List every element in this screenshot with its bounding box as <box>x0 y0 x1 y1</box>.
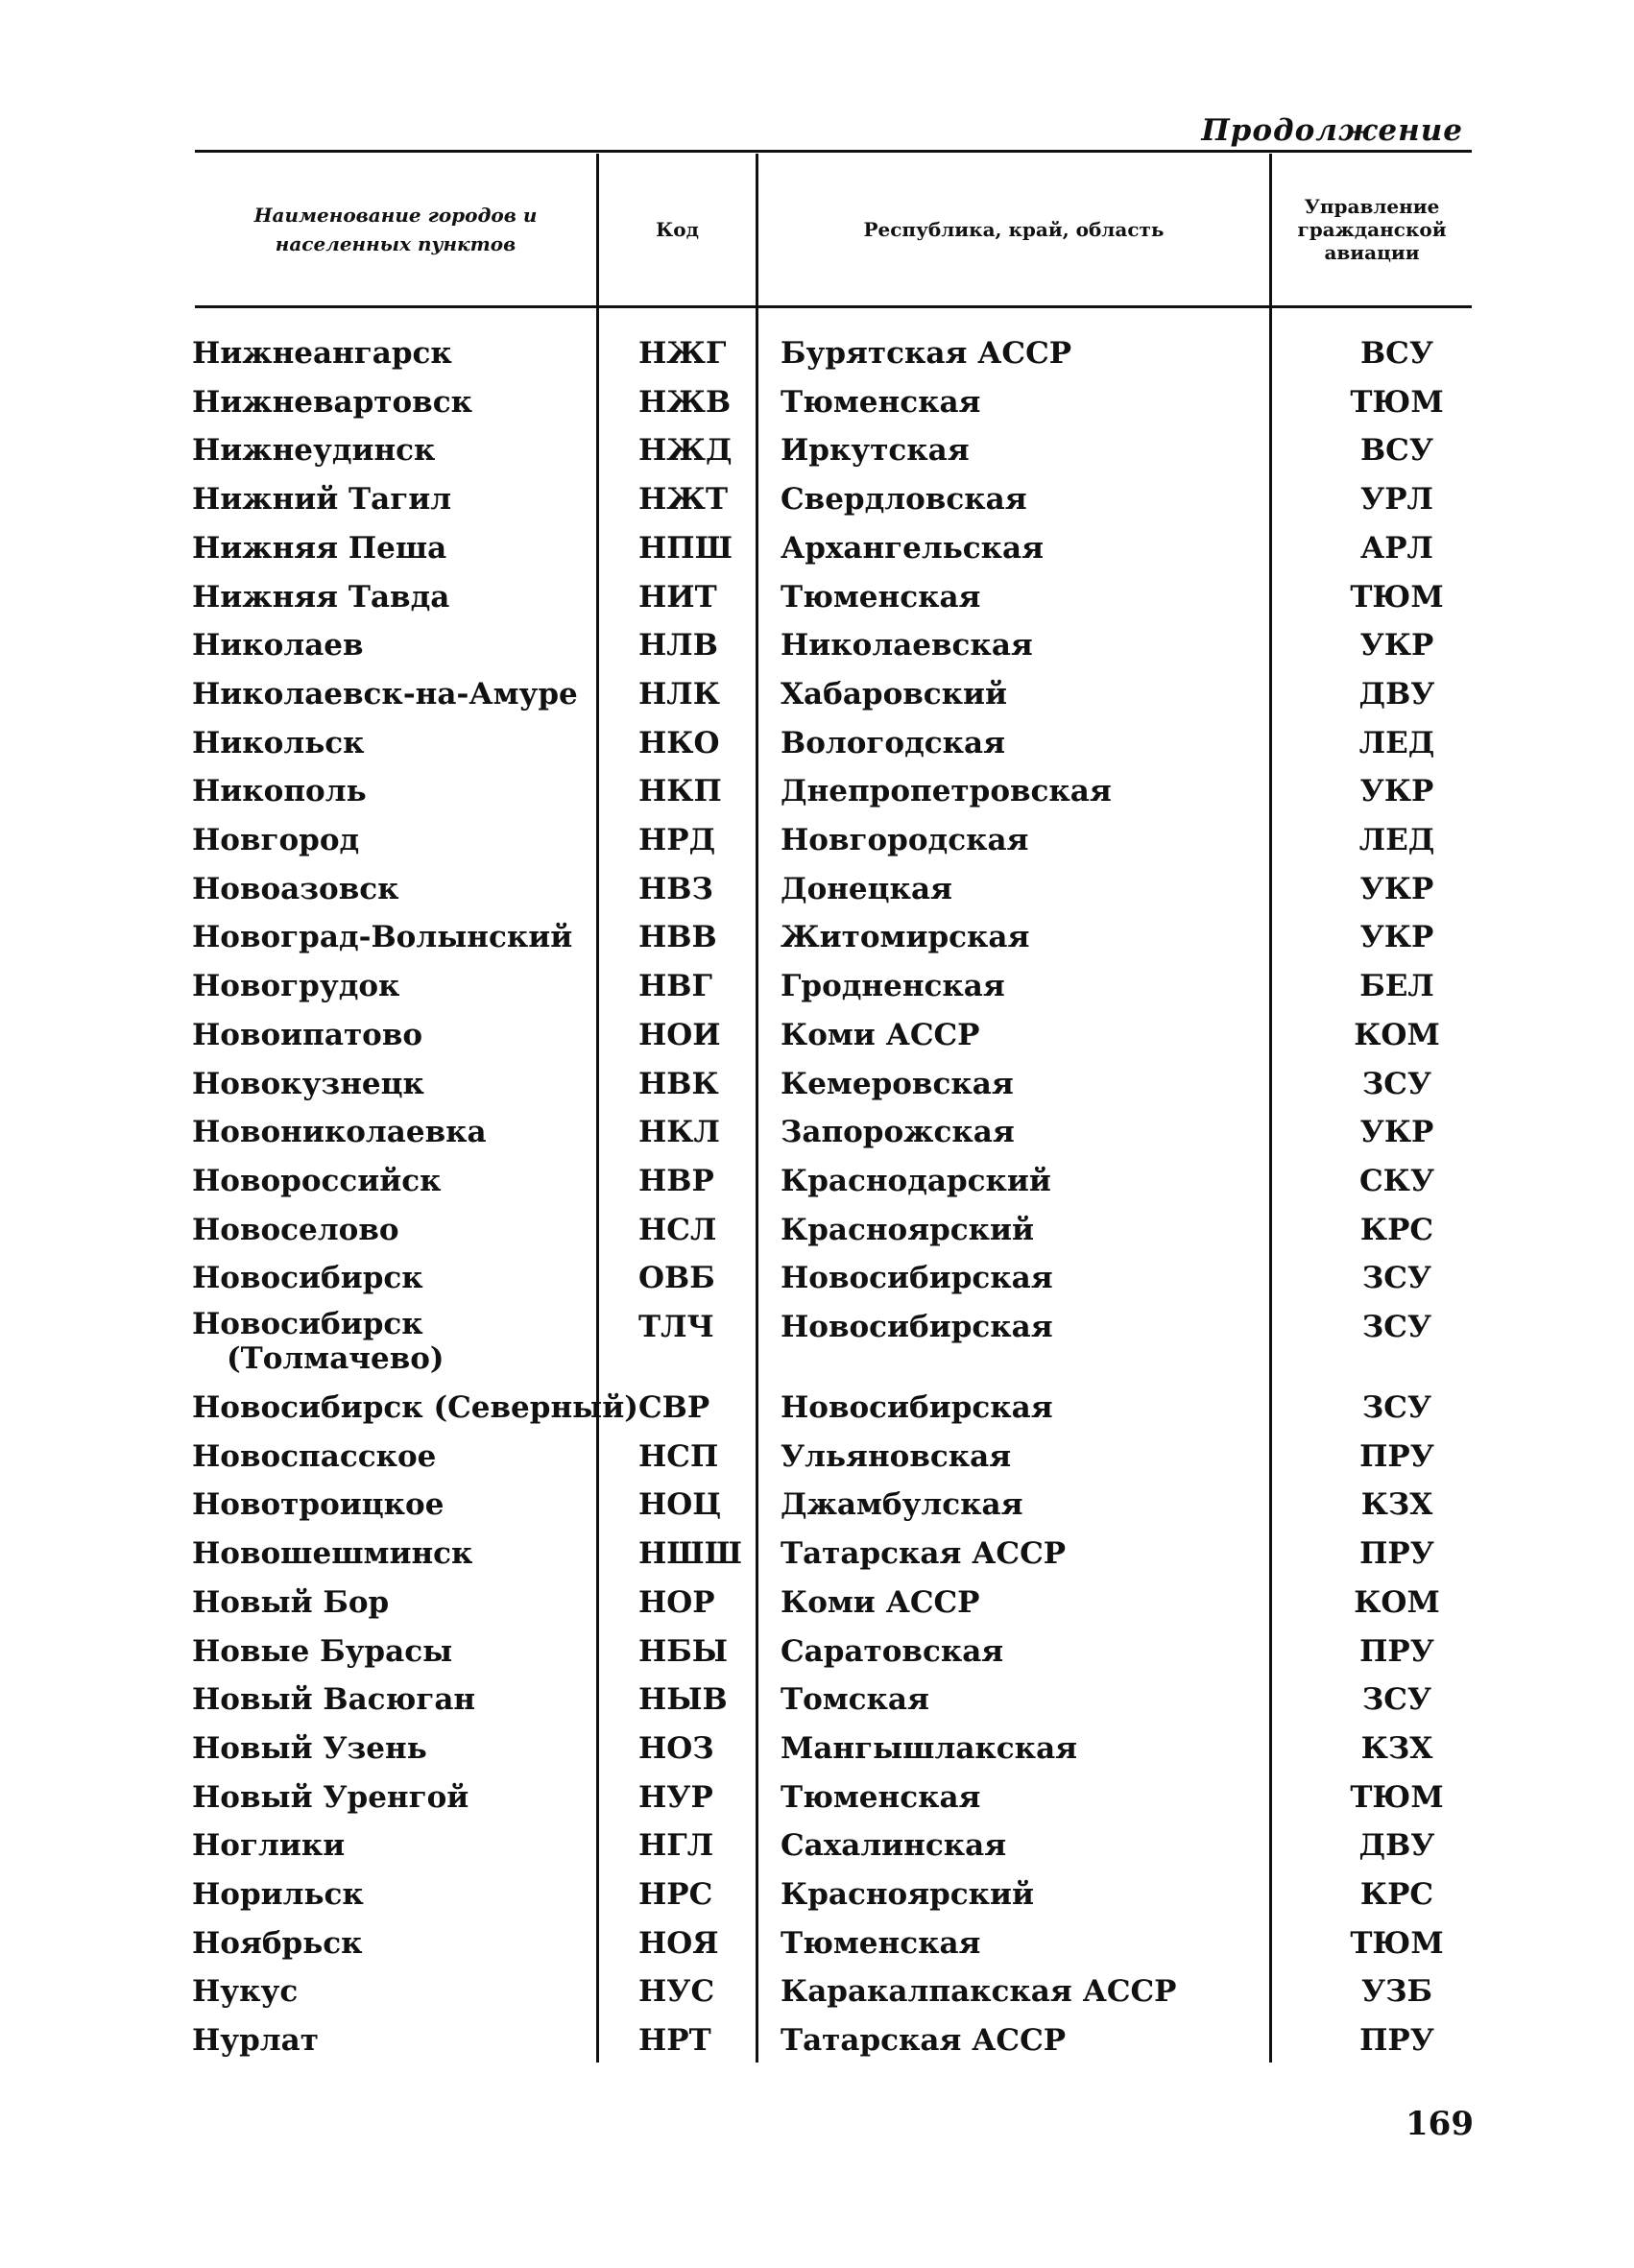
row-code: НРД <box>638 823 716 857</box>
row-region: Джамбулская <box>781 1487 1023 1522</box>
table-row <box>0 1874 1634 1922</box>
row-region: Бурятская АССР <box>781 336 1072 371</box>
row-authority: УКР <box>1359 774 1434 808</box>
row-code: НОР <box>638 1585 715 1620</box>
row-authority: ЗСУ <box>1361 1390 1432 1425</box>
row-name: Новошешминск <box>192 1536 473 1571</box>
row-name: Новый Бор <box>192 1585 390 1620</box>
row-region: Сахалинская <box>781 1828 1007 1863</box>
row-authority: ЗСУ <box>1361 1067 1432 1101</box>
table-header-rule <box>195 305 1472 308</box>
table-row <box>0 1015 1634 1063</box>
row-authority: УКР <box>1359 920 1434 954</box>
row-authority: ДВУ <box>1358 1828 1435 1863</box>
row-region: Запорожская <box>781 1115 1015 1149</box>
row-region: Коми АССР <box>781 1018 980 1052</box>
table-row <box>0 2020 1634 2068</box>
row-name: Новокузнецк <box>192 1067 424 1101</box>
table-row <box>0 1533 1634 1581</box>
row-region: Николаевская <box>781 628 1033 663</box>
table-row <box>0 1112 1634 1160</box>
header-name: Наименование городов и населенных пунктов <box>253 204 538 255</box>
row-code: НЛК <box>638 677 720 712</box>
row-authority: УКР <box>1359 872 1434 906</box>
table-row <box>0 577 1634 625</box>
table-row <box>0 1484 1634 1532</box>
row-region: Тюменская <box>781 385 981 420</box>
row-region: Гродненская <box>781 969 1005 1003</box>
row-code: НОИ <box>638 1018 721 1052</box>
row-name: Новоипатово <box>192 1018 423 1052</box>
header-authority: Управление гражданской авиации <box>1297 195 1447 264</box>
row-name: Ноябрьск <box>192 1926 363 1961</box>
row-code: ТЛЧ <box>638 1310 714 1344</box>
row-authority: ДВУ <box>1358 677 1435 712</box>
row-name: Новосибирск <box>192 1261 423 1295</box>
row-authority: КРС <box>1359 1213 1434 1247</box>
row-region: Каракалпакская АССР <box>781 1974 1177 2009</box>
row-authority: ТЮМ <box>1350 580 1444 615</box>
row-code: НОЯ <box>638 1926 719 1961</box>
table-row <box>0 723 1634 771</box>
table-row <box>0 625 1634 673</box>
row-region: Красноярский <box>781 1877 1035 1912</box>
row-code: НГЛ <box>638 1828 714 1863</box>
page-number: 169 <box>1406 2105 1474 2143</box>
row-code: НЖТ <box>638 482 729 517</box>
table-row <box>0 1631 1634 1679</box>
row-name: Никополь <box>192 774 367 808</box>
row-authority: УЗБ <box>1360 1974 1432 2009</box>
row-code: НЖГ <box>638 336 727 371</box>
row-authority: УКР <box>1359 1115 1434 1149</box>
table-row <box>0 430 1634 478</box>
row-authority: БЕЛ <box>1359 969 1434 1003</box>
row-code: НОЗ <box>638 1731 714 1766</box>
table-row <box>0 333 1634 381</box>
row-region: Тюменская <box>781 1780 981 1815</box>
row-authority: КОМ <box>1354 1585 1440 1620</box>
row-region: Архангельская <box>781 531 1045 566</box>
row-authority: ПРУ <box>1359 1536 1434 1571</box>
row-region: Вологодская <box>781 726 1005 760</box>
table-row <box>0 1971 1634 2019</box>
header-code: Код <box>656 218 699 241</box>
row-name: Новые Бурасы <box>192 1634 453 1669</box>
row-code: НОЦ <box>638 1487 722 1522</box>
row-code: СВР <box>638 1390 710 1425</box>
row-name: Новониколаевка <box>192 1115 487 1149</box>
row-region: Ульяновская <box>781 1439 1012 1474</box>
row-authority: ПРУ <box>1359 2023 1434 2058</box>
row-name: Новогрудок <box>192 969 400 1003</box>
row-region: Донецкая <box>781 872 952 906</box>
table-row <box>0 1436 1634 1484</box>
row-name: Новый Узень <box>192 1731 427 1766</box>
row-region: Свердловская <box>781 482 1027 517</box>
row-name: Нукус <box>192 1974 299 2009</box>
row-name: Новоспасское <box>192 1439 437 1474</box>
table-row <box>0 1307 1634 1376</box>
row-region: Новгородская <box>781 823 1029 857</box>
row-name-line1: Новосибирск <box>192 1307 423 1341</box>
row-name: Новосибирск (Северный) <box>192 1390 638 1425</box>
row-authority: ВСУ <box>1359 336 1434 371</box>
row-region: Тюменская <box>781 580 981 615</box>
row-region: Новосибирская <box>781 1261 1053 1295</box>
row-name: Николаев <box>192 628 364 663</box>
row-authority: УКР <box>1359 628 1434 663</box>
table-top-rule <box>195 150 1472 153</box>
row-authority: КЗХ <box>1360 1487 1433 1522</box>
row-code: НВВ <box>638 920 717 954</box>
row-code: НКЛ <box>638 1115 720 1149</box>
row-region: Новосибирская <box>781 1390 1053 1425</box>
row-name: Новоград-Волынский <box>192 920 573 954</box>
row-code: НВЗ <box>638 872 713 906</box>
row-name: Новый Уренгой <box>192 1780 469 1815</box>
row-authority: АРЛ <box>1360 531 1433 566</box>
row-authority: УРЛ <box>1360 482 1433 517</box>
row-region: Томская <box>781 1682 929 1717</box>
row-name: Нурлат <box>192 2023 319 2058</box>
row-code: НВГ <box>638 969 712 1003</box>
row-code: НПШ <box>638 531 733 566</box>
table-row <box>0 1387 1634 1436</box>
table-row <box>0 771 1634 819</box>
row-region: Кемеровская <box>781 1067 1014 1101</box>
row-authority: ЛЕД <box>1358 823 1435 857</box>
row-region: Тюменская <box>781 1926 981 1961</box>
row-name: Нижнеудинск <box>192 433 436 468</box>
row-region: Днепропетровская <box>781 774 1112 808</box>
row-name: Ноглики <box>192 1828 346 1863</box>
row-authority: ПРУ <box>1359 1439 1434 1474</box>
row-region: Коми АССР <box>781 1585 980 1620</box>
table-row <box>0 917 1634 965</box>
row-code: НИТ <box>638 580 717 615</box>
row-code: НРТ <box>638 2023 711 2058</box>
row-code: НВК <box>638 1067 719 1101</box>
row-code: НРС <box>638 1877 713 1912</box>
row-region: Житомирская <box>781 920 1030 954</box>
table-row <box>0 1923 1634 1971</box>
row-name: Новоазовск <box>192 872 399 906</box>
row-name: Норильск <box>192 1877 364 1912</box>
row-authority: СКУ <box>1358 1164 1435 1198</box>
row-region: Новосибирская <box>781 1310 1053 1344</box>
table-row <box>0 1777 1634 1825</box>
row-authority: ВСУ <box>1359 433 1434 468</box>
row-code: НУР <box>638 1780 713 1815</box>
row-authority: ЛЕД <box>1358 726 1435 760</box>
row-name <box>192 1307 445 1376</box>
row-authority: ЗСУ <box>1361 1261 1432 1295</box>
row-code: НКО <box>638 726 720 760</box>
row-code: НСЛ <box>638 1213 717 1247</box>
row-region: Красноярский <box>781 1213 1035 1247</box>
row-name: Новгород <box>192 823 360 857</box>
row-code: НЛВ <box>638 628 718 663</box>
table-row <box>0 1258 1634 1306</box>
row-authority: ЗСУ <box>1361 1310 1432 1344</box>
row-region: Мангышлакская <box>781 1731 1078 1766</box>
row-region: Краснодарский <box>781 1164 1051 1198</box>
row-name: Нижняя Пеша <box>192 531 447 566</box>
row-code: НЖВ <box>638 385 732 420</box>
table-row <box>0 1679 1634 1727</box>
row-region: Иркутская <box>781 433 970 468</box>
row-code: НБЫ <box>638 1634 729 1669</box>
row-name-line2: (Толмачево) <box>227 1341 445 1376</box>
row-code: НЖД <box>638 433 733 468</box>
table-row <box>0 1064 1634 1112</box>
row-name: Никольск <box>192 726 365 760</box>
row-code: НШШ <box>638 1536 742 1571</box>
table-row <box>0 382 1634 430</box>
row-code: НУС <box>638 1974 715 2009</box>
row-code: НВР <box>638 1164 714 1198</box>
table-row <box>0 1161 1634 1209</box>
row-name: Новотроицкое <box>192 1487 445 1522</box>
row-authority: ЗСУ <box>1361 1682 1432 1717</box>
continued-label: Продолжение <box>1201 113 1463 148</box>
table-row <box>0 820 1634 868</box>
row-name: Новый Васюган <box>192 1682 476 1717</box>
row-name: Николаевск-на-Амуре <box>192 677 578 712</box>
row-code: ОВБ <box>638 1261 715 1295</box>
row-authority: КРС <box>1359 1877 1434 1912</box>
row-region: Саратовская <box>781 1634 1004 1669</box>
row-name: Нижневартовск <box>192 385 472 420</box>
row-code: НКП <box>638 774 722 808</box>
row-name: Нижнеангарск <box>192 336 452 371</box>
row-authority: КОМ <box>1354 1018 1440 1052</box>
table-row <box>0 479 1634 527</box>
row-region: Татарская АССР <box>781 1536 1067 1571</box>
row-name: Нижний Тагил <box>192 482 452 517</box>
row-name: Новоселово <box>192 1213 399 1247</box>
row-authority: ТЮМ <box>1350 1926 1444 1961</box>
table-row <box>0 1728 1634 1776</box>
table-row <box>0 869 1634 917</box>
table-row <box>0 1210 1634 1258</box>
header-region: Республика, край, область <box>863 218 1165 241</box>
row-authority: КЗХ <box>1360 1731 1433 1766</box>
row-region: Татарская АССР <box>781 2023 1067 2058</box>
row-authority: ТЮМ <box>1350 1780 1444 1815</box>
table-row <box>0 528 1634 576</box>
row-code: НСП <box>638 1439 719 1474</box>
table-row <box>0 1825 1634 1873</box>
table-row <box>0 674 1634 722</box>
row-code: НЫВ <box>638 1682 728 1717</box>
row-authority: ТЮМ <box>1350 385 1444 420</box>
row-authority: ПРУ <box>1359 1634 1434 1669</box>
row-name: Нижняя Тавда <box>192 580 450 615</box>
row-region: Хабаровский <box>781 677 1008 712</box>
table-row <box>0 966 1634 1014</box>
table-row <box>0 1582 1634 1630</box>
row-name: Новороссийск <box>192 1164 442 1198</box>
